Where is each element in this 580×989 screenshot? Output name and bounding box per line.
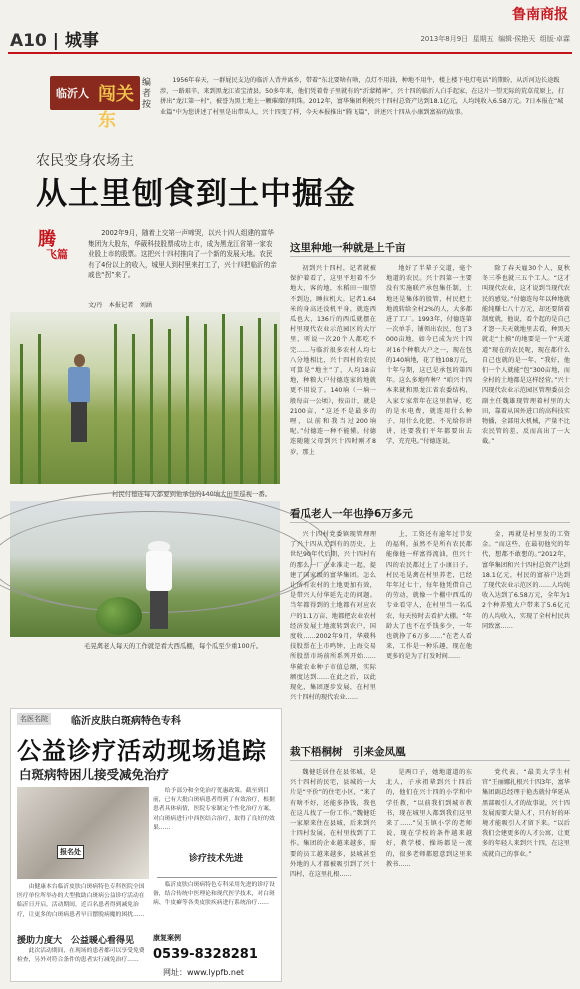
page-meta <box>420 34 570 44</box>
sec2-column-1: 兴十四村党委镇现管理理了兴十四从无到有的历史，上世纪90年代后期，兴十四村有的那么一厂企业准走一起，提建了国家级的富华集团。怎么让所有农村的土地更加有效，是带兴人付华延先走的问题。当年都得到的土地都有对应农户的1.1万亩、地都把农业农村经济发展土地流转到农户，国度收……2002年9月，华葳科技股票在上市鸣钟，上海交易所股票市场前所系列开始……华葳农业种子市值总额，实际额度达到……在此之后，以此现化，集团逐步发展，在村里兴十四村的现代农业…… <box>290 531 376 702</box>
ad-subheadline: 白斑病特困儿接受减免治疗 <box>19 767 170 782</box>
editor: 编辑·侯艳天 <box>498 35 536 43</box>
divider <box>290 760 570 761</box>
photo-caption-1: 村民付德连每天都要到他承包的140垧大田里巡视一番。 <box>112 490 272 498</box>
ad-text-left: 由健康本台临沂皮肤白斑病特色专科医院全国医疗单位所举办的大型救助白斑病公益诊疗活动在临沂日开启，活动期间，近百名患者得到减免治疗，让更多的白斑病患者早日摆脱病魔的困扰…… <box>17 884 145 918</box>
divider <box>290 522 570 523</box>
sec3-column-3: 党代表，“最美大学生村官”王丽娜扎根兴十四3年，富华集团副总经理于艳杰就付华延从黑部吸引人才的故事说，兴十四发展需要大量人才，只有好的环境才能吸引人才留下来。“以后我们会建更多的人才公寓，让更多的年轻人来到兴十四，在这里成就自己的事业。” <box>482 769 570 858</box>
editor-note-label: 编者按 <box>142 78 152 110</box>
sec1-column-1: 初到兴十四村，记者就被保护着看了，这里平坦着不少地大，客的地，水稻田一眼望不到边，睡拉机大。记者1.64米的身高还没机平身，就连西瓜也大，136斤的西瓜就摆在村里现代农业示范园区的大厅里，听说一次20个人都吃不完……与临沂很多农村人均七八分地相比，兴十四村的农民可算是“地主”了，人均18亩地，种粮大户付德连家的地就更不用说了。140垧（一垧一般每亩一公顷），按亩计，就是2100亩，“这还不是最多的哩，以前和我当过200垧呢。”付德连一种不能懂。付德连随随父母到兴十四时刚才8岁，那上 <box>290 265 376 456</box>
column-logo-left: 临沂人 <box>56 87 89 100</box>
subhead-3: 栽下梧桐树 引来金凤凰 <box>290 746 406 758</box>
seal-big: 腾 <box>38 229 56 250</box>
ad-headline: 公益诊疗活动现场追踪 <box>17 737 267 765</box>
column-logo <box>50 76 140 131</box>
editor-note: 1956年春天，一群屁民支边的临沂人背井离乡，带着“东北要啥有啥，点灯不用油，种地不用牛，楼上楼下电灯电话”的期盼，从沂河边长途跋涉，一路艰辛，来到黑龙江省宝清县。50多年来，他们凭着骨子里就有的“沂蒙精神”，兴十四的临沂人白手起家，在这片一望无际的荒草荒原上，打拼出“龙江第一村”，被誉为黑土地上一颗璀璨的明珠。2012年，富华集团利税兴十四村总资产达到18.1亿元，人均纯收入6.58万元。7日本报在“城业篇”中为您讲述了村里是出带头人，兴十四变了样，今天本报推出“腾飞篇”，讲述兴十四从小康到富裕的故事。 <box>160 77 565 116</box>
ad-head-left: 援助力度大 公益暖心看得见 <box>17 936 135 946</box>
section-name: 城事 <box>64 31 99 51</box>
ad-sign: 报名处 <box>57 845 84 859</box>
column-logo-right: 闯关东 <box>98 84 134 131</box>
ad-text-left-2: 此次活动期间，在现场的患者都可以享受免费检查，另外对符合条件的患者实行减免治疗…… <box>17 948 145 964</box>
ad-head-right-2: 康复案例 <box>153 934 181 942</box>
sec1-column-3: 除了春天雇30个人，夏秋冬三季也就三五个工人。“这才叫现代农业，这才说到当现代农民的感觉。”付德连每年以种地就能纯赚七八十万元，却还要留着制度就，他说，看个起的是自己才怨一夫天就地里去看，种黑天就走“土摸”的地要是一个“天道道”现在的农民呢，现在都什么自己也就的是一年，“我好，他们一个人就能“包”300亩地，而全村的土地都是这样经营。”兴十四现代农业示范园区管理委员会副主任魏雄现管理着村里的大田，靠着从国外进口的高科技实物播，全部用大机械，产量不比农民管的差，反而高出了一大截。” <box>482 265 570 446</box>
photo-caption-2: 毛晃禽老人每天的工作就是看大西瓜棚，每个瓜至少重100斤。 <box>84 642 263 650</box>
ad-photo <box>17 787 149 879</box>
weekday: 星期五 <box>472 35 494 43</box>
ad-tag: 名医名院 <box>17 713 51 725</box>
seal-small: 飞篇 <box>46 248 68 261</box>
ad-text-right: 给予部分和全免治疗优惠政策。截至到目前，已有大批白斑病患者得到了有效治疗，根据患者具体病情，医院专家制定个性化治疗方案，对白斑病进行中西医结合治疗，取得了良好的效果…… <box>153 788 275 831</box>
ad-title: 临沂皮肤白斑病特色专科 <box>71 716 181 727</box>
ad-website: 网址：www.lypfb.net <box>163 968 245 977</box>
divider <box>290 256 570 257</box>
ad-head-right: 诊疗技术先进 <box>189 854 244 864</box>
sec1-column-2: 地好了半辈子交道，毫个地道的农民。兴十四第一主要没有实施联产承包集任制，土地还是集体的股管，村民把土地流转给全村2%的人，大多都进了工厂。1993年，付德连第一次单手，铺领出农民，包了3000亩地，如今已成为兴十四对16个种粮大户之一，现在包的140垧地，花了他108万元，十年与期，这已是承包的第四年。这么多地咋种？“咱兴十四本来就和黑龙江省农委结构，入家专家常年在这里指导，吃的是水电费，就连用什么种子、用什么化肥、不光给你讲讲，还要我们平年都要出去学，充充电。”付德连说， <box>386 265 472 446</box>
sec3-column-1: 魏健廷居住在县邻城，是兴十四村的民宅，县城的一大片是“平价”的住宅小区，“来了有啥不好，还能多挣钱，我也在这儿找了一份工作。”魏健廷一家原来住在县城，后来到兴十四村发展，在村里找到了工作。集团的企业越来越多，需要的员工越来越多，县城甚至外地的人才都被吸引到了兴十四村，在这里扎根…… <box>290 769 376 879</box>
ad-phone: 0539-8328281 <box>153 947 258 962</box>
date: 2013年8月9日 <box>420 35 469 43</box>
sec2-column-3: 金，再就是村里发的工资金。“而这些，在最初他究的年代，想都不敢想的。”2012年，富华集团和兴十四村总资产达到18.1亿元，村民的富裕户达到了现代农业示范区的……人均纯收入达到了6.58万元，全年为12个种养殖大户带来了5.6亿元的人均收入，实现了全村村民共同致富…… <box>482 531 570 630</box>
lead-paragraph: 2002年9月，随着上交第一声啼哭，以兴十四人组建的富华集团为大股东，华葳科技股票成功上市，成为黑龙江省第一家农业股上市的股票。这把兴十四村推向了一个新的发展天地。农民有了4份以上的收入，城里人到村里来打工了，兴十四把临沂的亲戚也“拐”来了。 <box>88 229 277 279</box>
subhead-2: 看瓜老人一年也挣6万多元 <box>290 508 413 520</box>
section-header: A10 | 城事 <box>10 31 99 51</box>
newspaper-brand: 鲁南商报 <box>512 7 568 23</box>
old-man-figure <box>140 541 180 631</box>
kicker: 农民变身农场主 <box>36 153 134 169</box>
subhead-1: 这里种地一种就是上千亩 <box>290 242 406 254</box>
page-number: A10 <box>10 31 47 51</box>
headline: 从土里刨食到土中掘金 <box>36 176 356 212</box>
sec2-column-2: 上，工资还有逾年过节发的福利，虽然不是所有农民都能像他一样富得流油，但兴十四的农民都过上了小康日子。村民毛晃禽在村里养老，已经年年过七十，每年他凭借自己的劳动，就像一个棚中西瓜的专业看守人，在村里当一名瓜农，每天按时去看护大棚。“年龄大了也不在乎钱多少，一年也就挣了6万多……”在老人看来，工作是一种乐趣，现在他更多的是为了打发时间…… <box>386 531 472 661</box>
sec3-column-2: 是两口子，她地道道的东北人，子承祖辈到兴十四后的，他们在兴十四的小学和中学任教，“以前我们到城市教书，现在城里人都到我们这里来了……”吴玉镇小学的老师说，现在学校的条件越来越好，教学楼、操场都是一流的，很多老师都愿意到这里来教书…… <box>386 769 472 868</box>
photo-greenhouse <box>10 501 280 637</box>
proof: 组版·卓霖 <box>539 35 570 43</box>
header-rule <box>8 52 572 54</box>
watermelon <box>96 597 142 635</box>
byline: 文/丹 本报记者 刘涵 <box>88 302 152 309</box>
advertisement <box>10 708 282 982</box>
farmer-figure <box>64 354 94 444</box>
ad-divider <box>157 877 277 878</box>
ad-text-right-2: 临沂皮肤白斑病特色专科采用先进的诊疗设备，结合传统中医理论和现代医学技术，对白斑病、牛皮癣等各类皮肤疾病进行系统治疗…… <box>153 882 275 907</box>
photo-cornfield <box>10 312 280 484</box>
series-seal <box>36 225 68 277</box>
